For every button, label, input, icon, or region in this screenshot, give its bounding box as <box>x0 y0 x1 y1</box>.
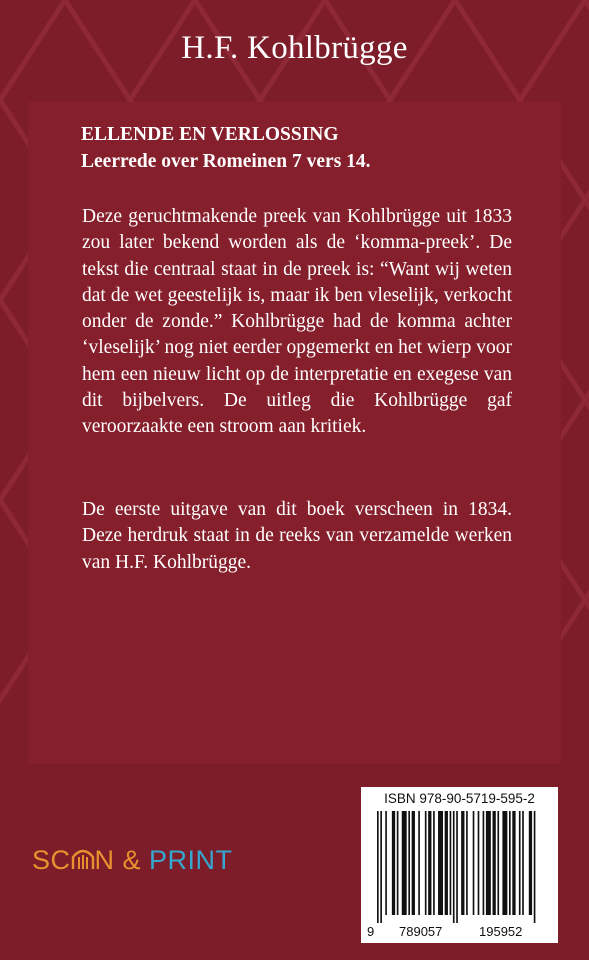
barcode-bar <box>450 811 452 915</box>
description-paragraph-2: De eerste uitgave van dit boek verscheen in 1834. Deze herdruk staat in de reeks van verzamelde werken van H.F. Kohlbrügge. <box>82 499 512 573</box>
description-paragraph-1: Deze geruchtmakende preek van Kohlbrügge uit 1833 zou later bekend worden als de ‘komma-preek’. De tekst die centraal staat in de preek is: “Want wij weten dat de wet geestelijk is, maar ik ben vleselijk, verkocht onder de zonde.” Kohlbrügge had de komma achter ‘vleselijk’ nog niet eerder opgemerkt en het wierp voor hem een nieuw licht op de interpretatie en exegese van dit bijbelvers. De uitleg die Kohlbrügge gaf veroorzaakte een stroom aan kritiek. <box>82 206 512 438</box>
barcode-bar <box>473 811 475 915</box>
barcode-bar <box>453 811 455 923</box>
barcode-bar <box>493 811 496 915</box>
barcode-bar <box>519 811 521 915</box>
logo-text-n: N <box>94 845 115 875</box>
isbn-label: ISBN 978-90-5719-595-2 <box>384 791 535 806</box>
logo-text-print: PRINT <box>149 845 233 875</box>
barcode-bars <box>361 811 558 923</box>
barcode-bar <box>456 811 458 923</box>
barcode-digit-first: 9 <box>367 924 375 939</box>
barcode-bar <box>428 811 431 915</box>
barcode-bar <box>433 811 435 915</box>
barcode-bar <box>509 811 511 915</box>
barcode-bar <box>438 811 443 915</box>
barcode-bar <box>397 811 399 915</box>
barcode-bar <box>534 811 536 923</box>
barcode-digits-left: 789057 <box>399 924 443 939</box>
logo-text-sc: SC <box>32 845 71 875</box>
author-name: H.F. Kohlbrügge <box>181 30 408 66</box>
barcode-bar <box>478 811 480 915</box>
barcode-bar <box>380 811 382 923</box>
barcode-bar <box>392 811 395 915</box>
barcode-bar <box>377 811 379 923</box>
barcode-digits-right: 195952 <box>479 924 523 939</box>
barcode-bar <box>483 811 485 915</box>
lattice-diamond <box>585 500 589 700</box>
barcode-bar <box>522 811 524 915</box>
book-title: ELLENDE EN VERLOSSING <box>81 124 339 145</box>
barcode-bar <box>408 811 410 915</box>
isbn-barcode <box>361 787 558 943</box>
barcode-bar <box>425 811 427 915</box>
barcode-bar <box>466 811 468 915</box>
barcode-bar <box>502 811 507 915</box>
barcode-bar <box>445 811 448 915</box>
book-subtitle: Leerrede over Romeinen 7 vers 14. <box>81 151 371 172</box>
barcode-bar <box>418 811 420 915</box>
barcode-bar <box>486 811 491 915</box>
barcode-bar <box>461 811 464 915</box>
barcode-bar <box>412 811 415 915</box>
barcode-bar <box>512 811 515 915</box>
barcode-bar <box>529 811 532 915</box>
barcode-bar <box>402 811 407 915</box>
bookshelf-icon <box>71 847 95 871</box>
publisher-logo <box>32 845 233 879</box>
barcode-bar <box>497 811 499 915</box>
barcode-bar <box>385 811 387 915</box>
logo-ampersand: & <box>114 845 150 875</box>
